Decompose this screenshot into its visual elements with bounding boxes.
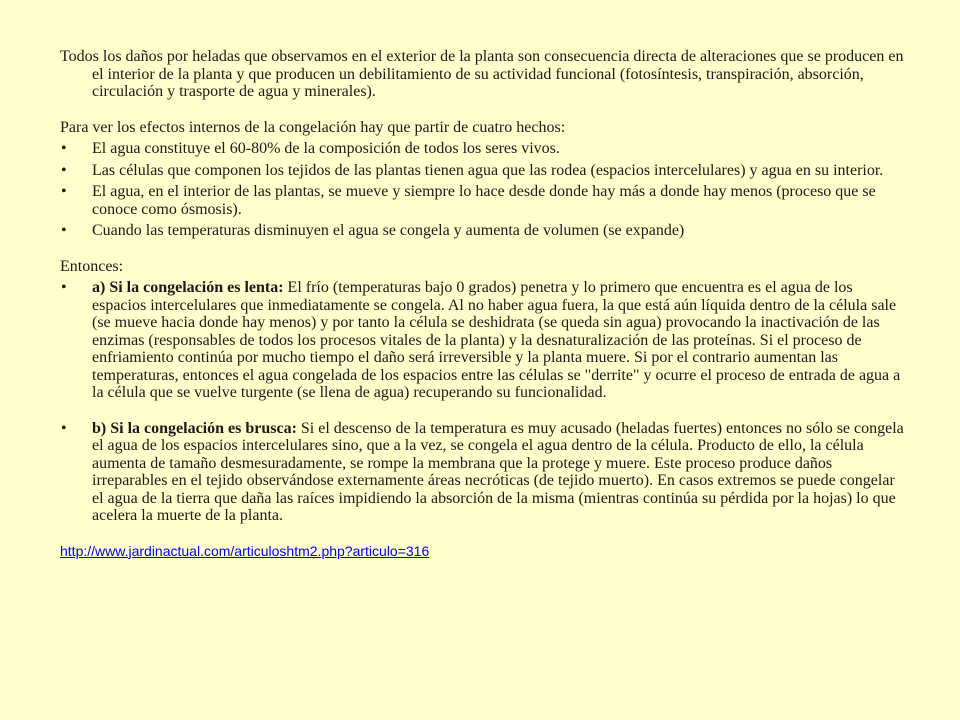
bullet-glyph: • xyxy=(61,419,67,437)
bullet-glyph: • xyxy=(61,222,67,239)
list-item xyxy=(60,183,910,218)
spacer xyxy=(60,101,910,119)
spacer xyxy=(60,244,910,258)
facts-heading: Para ver los efectos internos de la congelación hay que partir de cuatro hechos: xyxy=(60,118,566,136)
cases-list xyxy=(60,279,910,525)
intro-paragraph: Todos los daños por heladas que observamos en el exterior de la planta son consecuencia directa de alteraciones que se producen en el interior de la planta y que producen un debilitamiento de su actividad funcional (fotosíntesis, transpiración, absorción, circulación y trasporte de agua y minerales). xyxy=(60,48,904,100)
fact-text: Las células que componen los tejidos de las plantas tienen agua que las rodea (espacios intercelulares) y agua en su interior. xyxy=(92,161,884,179)
case-title: a) Si la congelación es lenta: xyxy=(92,279,284,296)
bullet-glyph: • xyxy=(61,161,67,179)
bullet-glyph: • xyxy=(61,183,67,200)
list-item xyxy=(60,279,910,402)
bullet-glyph: • xyxy=(61,279,67,296)
case-title: b) Si la congelación es brusca: xyxy=(92,419,297,437)
fact-text: El agua, en el interior de las plantas, se mueve y siempre lo hace desde donde hay más a donde hay menos (proceso que se conoce como ósmosis). xyxy=(92,183,876,218)
list-item xyxy=(60,162,910,180)
list-item xyxy=(60,222,910,240)
list-item xyxy=(60,140,910,158)
case-text: El frío (temperaturas bajo 0 grados) penetra y lo primero que encuentra es el agua de los espacios intercelulares que inmediatamente se congela. Al no haber agua fuera, la que está aún líquida dentro de la célula sale (se mueve hacia donde hay menos) y por tanto la célula se deshidrata (se queda sin agua) provocando la inactivación de las enzimas (responsables de todos los procesos vitales de la planta) y la desnaturalización de las proteínas. Si el proceso de enfriamiento continúa por mucho tiempo el daño será irreversible y la planta muere. Si por el contrario aumentan las temperaturas, entonces el agua congelada de los espacios entre las células se "derrite" y ocurre el proceso de entrada de agua a la célula que se vuelve turgente (se llena de agua) recuperando su funcionalidad. xyxy=(92,279,901,401)
source-link[interactable]: http://www.jardinactual.com/articuloshtm2.php?articulo=316 xyxy=(60,542,430,559)
facts-list xyxy=(60,140,910,240)
case-text: Si el descenso de la temperatura es muy acusado (heladas fuertes) entonces no sólo se congela el agua de los espacios intercelulares sino, que a la vez, se congela el agua dentro de la célula. Producto de ello, la célula aumenta de tamaño desmesuradamente, se rompe la membrana que la protege y muere. Este proceso produce daños irreparables en el tejido observándose externamente áreas necróticas (de tejido muerto). En casos extremos se puede congelar el agua de la tierra que daña las raíces impidiendo la absorción de la misma (mientras continúa su pérdida por la hojas) lo que acelera la muerte de la planta. xyxy=(92,419,904,524)
fact-text: El agua constituye el 60-80% de la composición de todos los seres vivos. xyxy=(92,140,560,157)
then-heading: Entonces: xyxy=(60,257,124,275)
fact-text: Cuando las temperaturas disminuyen el agua se congela y aumenta de volumen (se expande) xyxy=(92,222,685,239)
list-item xyxy=(60,420,910,525)
bullet-glyph: • xyxy=(61,140,67,157)
